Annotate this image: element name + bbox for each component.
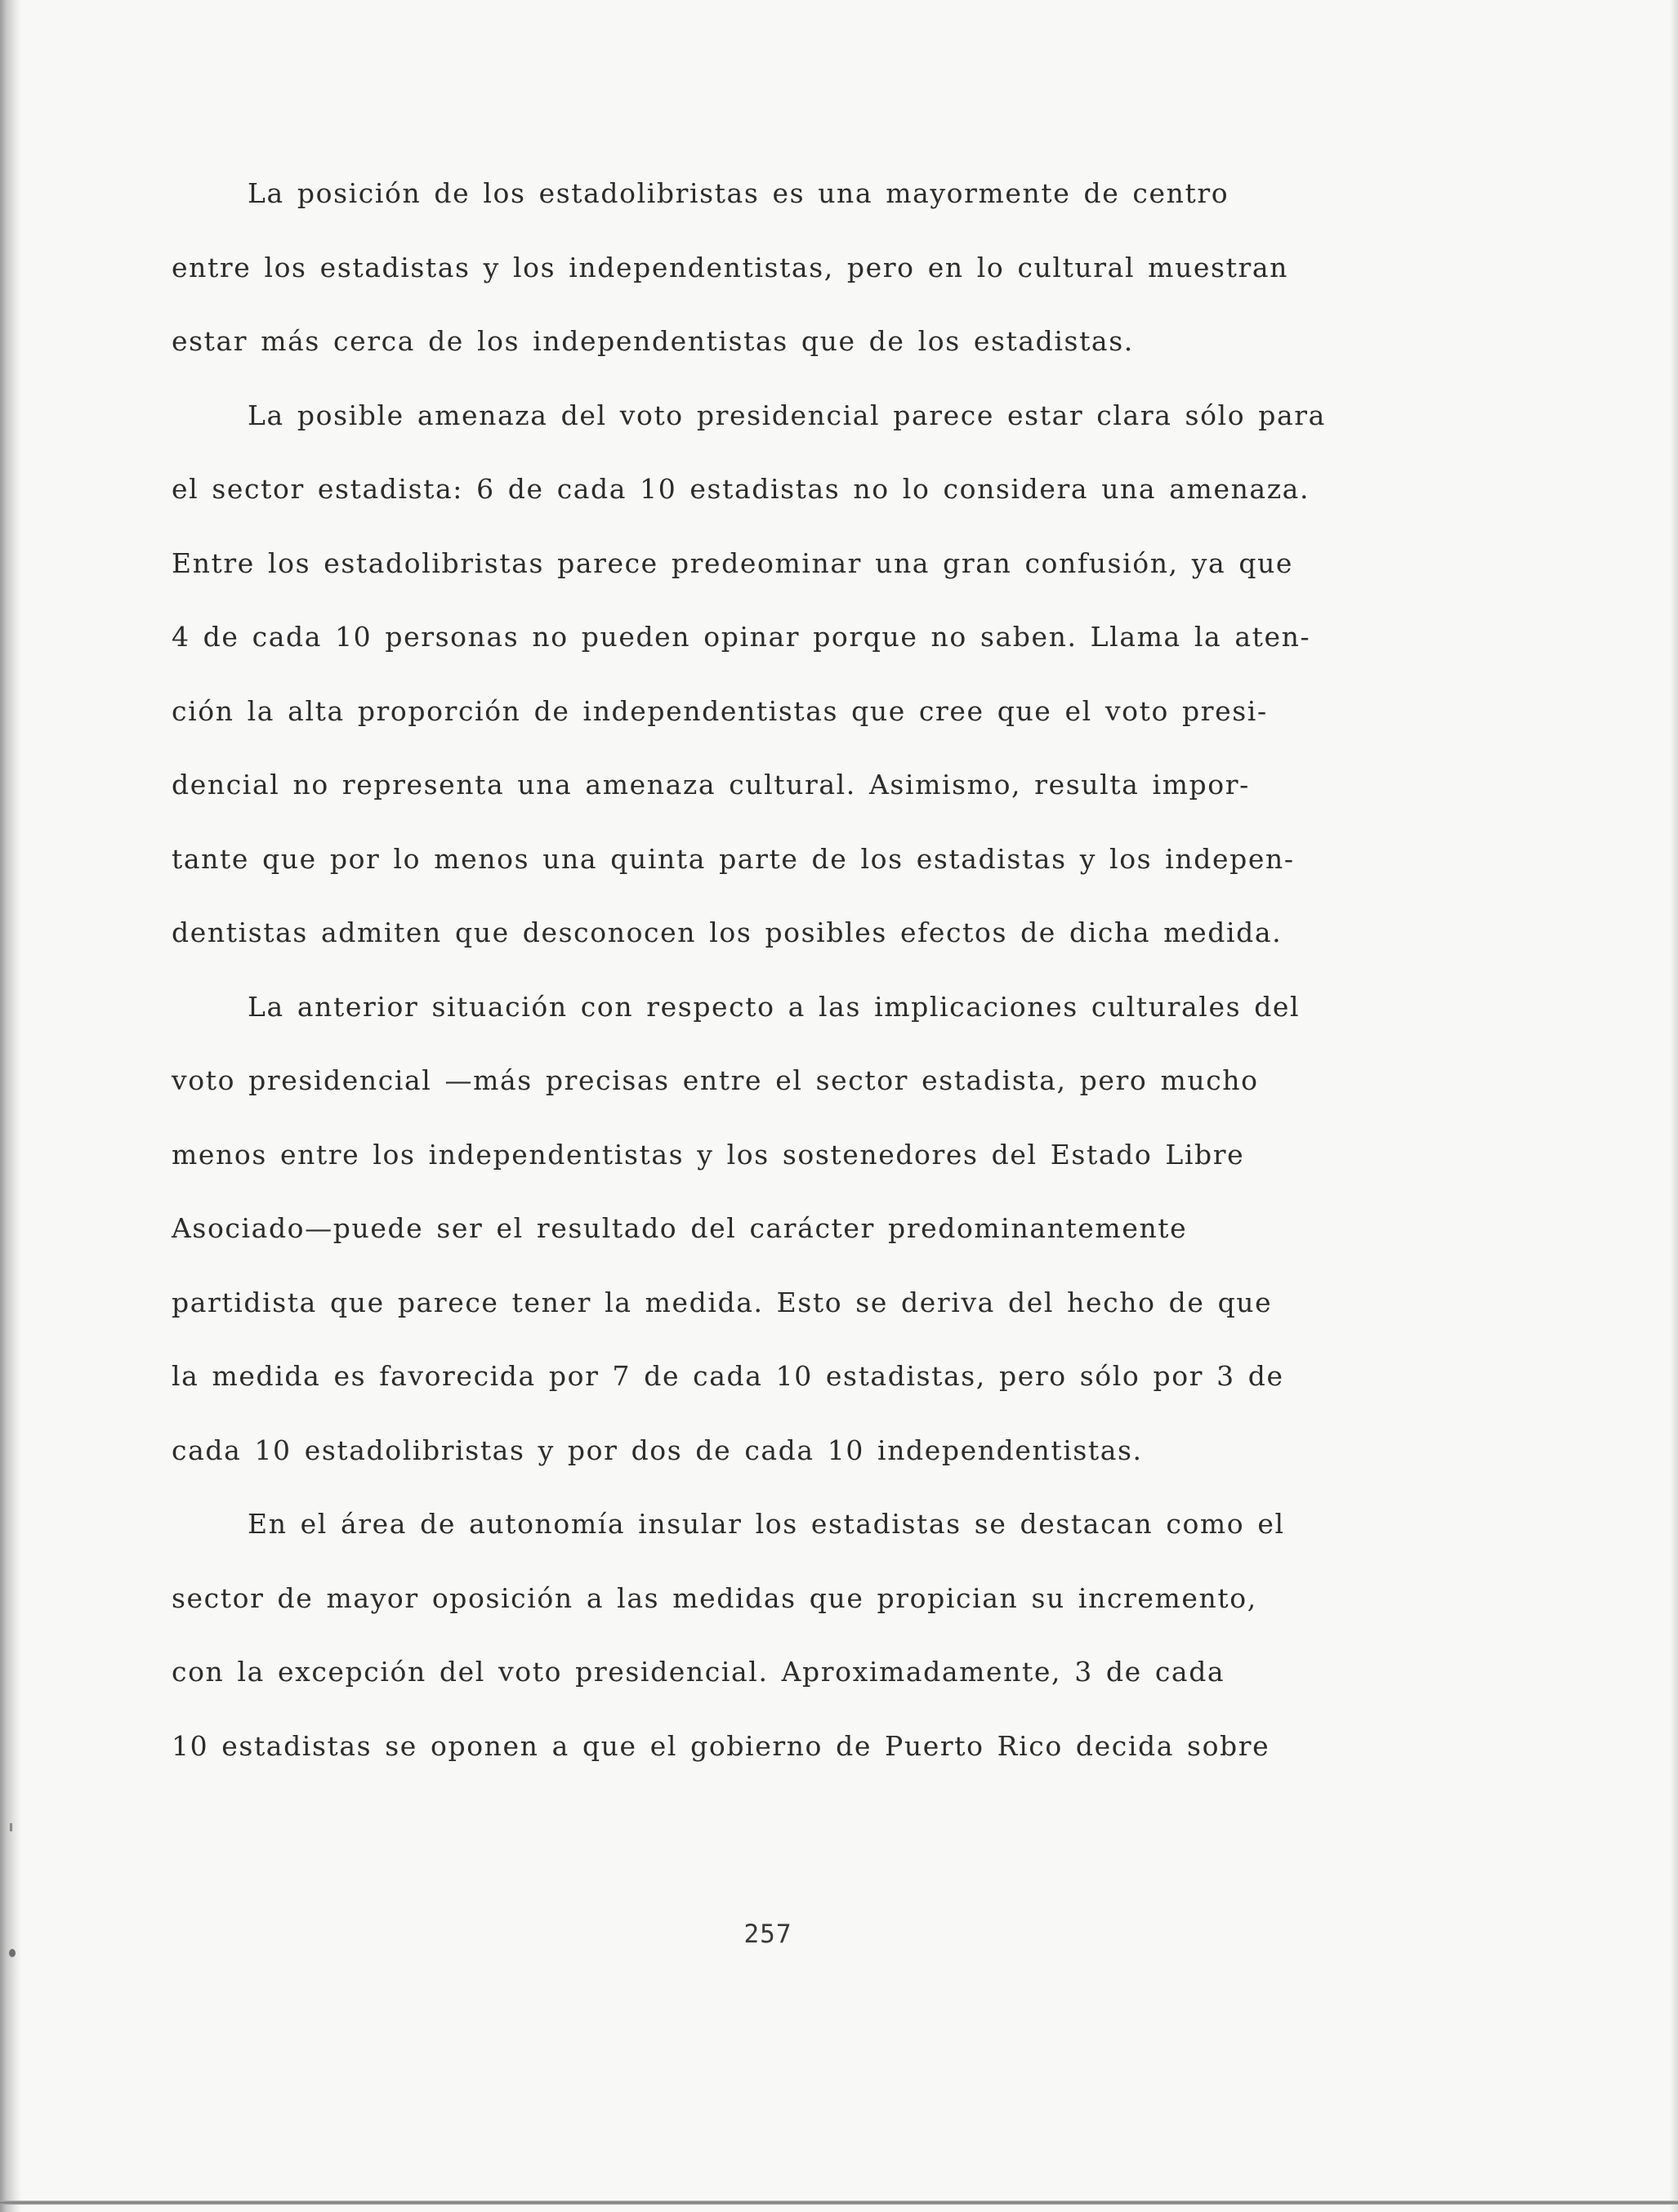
text-line: 10 estadistas se oponen a que el gobierno de Puerto Rico decida sobre (172, 1729, 1270, 1762)
text-line: estar más cerca de los independentistas que de los estadistas. (172, 325, 1134, 357)
bottom-page-edge (0, 2201, 1678, 2205)
text-line: La posible amenaza del voto presidencial parece estar clara sólo para (248, 399, 1326, 431)
text-line: Asociado—puede ser el resultado del carácter predominantemente (172, 1212, 1188, 1244)
text-line: entre los estadistas y los independentistas, pero en lo cultural muestran (172, 251, 1288, 283)
text-line: dencial no representa una amenaza cultural. Asimismo, resulta impor- (172, 769, 1250, 801)
text-line: sector de mayor oposición a las medidas que propician su incremento, (172, 1581, 1257, 1614)
page-number: 257 (743, 1920, 792, 1949)
text-line: 4 de cada 10 personas no pueden opinar porque no saben. Llama la aten- (172, 621, 1311, 653)
text-line: tante que por lo menos una quinta parte de los estadistas y los indepen- (172, 842, 1295, 875)
text-line: voto presidencial —más precisas entre el sector estadista, pero mucho (172, 1064, 1259, 1096)
scan-speck (9, 1949, 16, 1957)
binding-shadow (0, 0, 21, 2212)
text-line: partidista que parece tener la medida. Esto se deriva del hecho de que (172, 1286, 1273, 1318)
text-line: La posición de los estadolibristas es una mayormente de centro (248, 177, 1229, 209)
text-line: Entre los estadolibristas parece predeominar una gran confusión, ya que (172, 546, 1294, 579)
scan-mark (10, 1823, 12, 1831)
text-line: cada 10 estadolibristas y por dos de cada 10 independentistas. (172, 1434, 1143, 1466)
text-line: En el área de autonomía insular los estadistas se destacan como el (248, 1508, 1285, 1540)
right-page-edge (1670, 0, 1678, 2212)
text-line: con la excepción del voto presidencial. Aproximadamente, 3 de cada (172, 1656, 1225, 1688)
text-line: dentistas admiten que desconocen los posibles efectos de dicha medida. (172, 916, 1283, 948)
body-text (172, 157, 1397, 1783)
text-line: la medida es favorecida por 7 de cada 10 estadistas, pero sólo por 3 de (172, 1360, 1284, 1392)
text-line: La anterior situación con respecto a las implicaciones culturales del (248, 990, 1301, 1023)
text-line: el sector estadista: 6 de cada 10 estadistas no lo considera una amenaza. (172, 473, 1310, 505)
text-line: ción la alta proporción de independentistas que cree que el voto presi- (172, 694, 1268, 727)
text-line: menos entre los independentistas y los sostenedores del Estado Libre (172, 1138, 1245, 1171)
